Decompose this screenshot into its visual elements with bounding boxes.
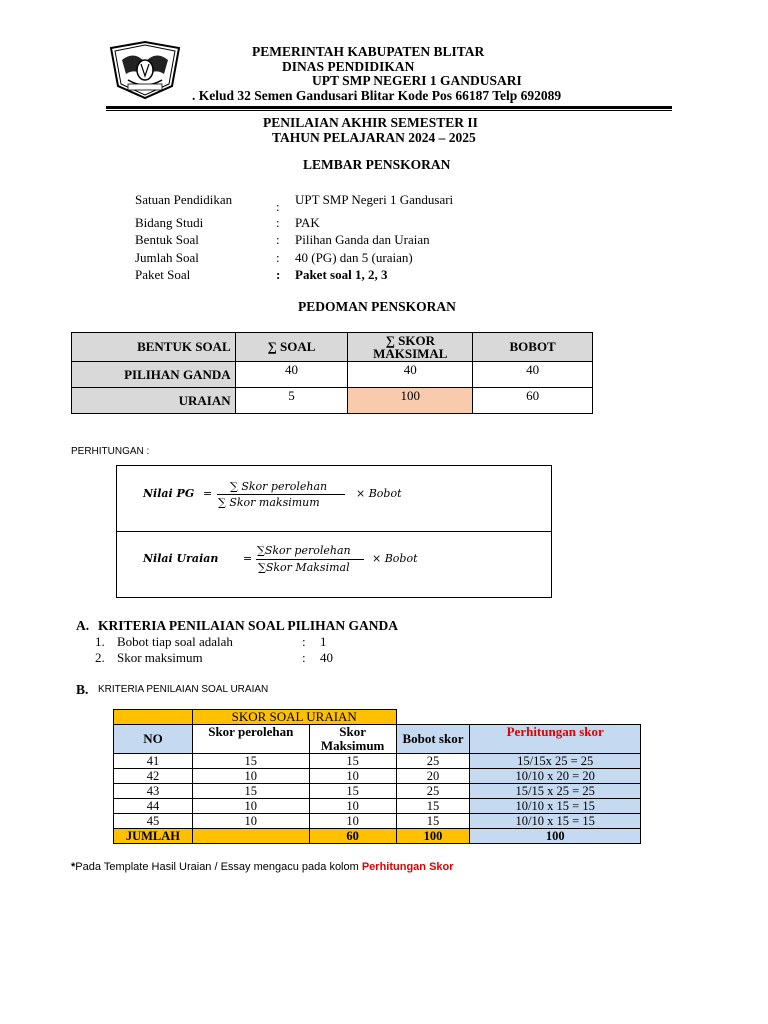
- header-line-1: PEMERINTAH KABUPATEN BLITAR: [252, 44, 485, 59]
- table-cell: 15: [192, 784, 309, 799]
- section-a-marker: A.: [76, 618, 90, 633]
- table-row: [114, 814, 641, 829]
- info-label: Bentuk Soal: [135, 232, 199, 247]
- info-sep: :: [276, 199, 280, 214]
- empty-cell: [470, 710, 641, 725]
- table-row: [114, 799, 641, 814]
- table-cell: 10/10 x 15 = 15: [470, 799, 641, 814]
- total-cell: 100: [470, 829, 641, 844]
- formula-uraian-rhs: × Bobot: [372, 552, 418, 565]
- table-header-row: [114, 725, 641, 754]
- table-cell: 25: [396, 754, 470, 769]
- section-b-marker: B.: [76, 682, 89, 697]
- table-cell: 60: [473, 388, 593, 414]
- table-row: [114, 784, 641, 799]
- sheet-title: LEMBAR PENSKORAN: [303, 157, 451, 172]
- list-label: Skor maksimum: [117, 650, 203, 665]
- table-cell: 15: [309, 754, 396, 769]
- section-b-title: KRITERIA PENILAIAN SOAL URAIAN: [98, 684, 269, 695]
- table-cell: 40: [235, 362, 348, 388]
- info-label: Bidang Studi: [135, 215, 204, 230]
- total-cell: 60: [309, 829, 396, 844]
- table-cell: 15: [396, 799, 470, 814]
- footnote-highlight: Perhitungan Skor: [361, 861, 454, 873]
- table-cell: 20: [396, 769, 470, 784]
- table-cell: 10: [309, 814, 396, 829]
- table-cell: 15: [396, 814, 470, 829]
- table-row: [114, 754, 641, 769]
- section-a-title: KRITERIA PENILAIAN SOAL PILIHAN GANDA: [98, 618, 399, 633]
- header-line-3: UPT SMP NEGERI 1 GANDUSARI: [312, 73, 522, 88]
- uraian-score-table: [113, 709, 641, 844]
- perhitungan-label: PERHITUNGAN :: [71, 446, 150, 457]
- table-row: [114, 769, 641, 784]
- list-value: 40: [320, 650, 333, 665]
- table-cell: 41: [114, 754, 193, 769]
- regency-logo: [106, 40, 184, 102]
- list-number: 2.: [95, 650, 105, 665]
- table-cell: 10: [309, 799, 396, 814]
- footnote-text: Pada Template Hasil Uraian / Essay mengacu pada kolom: [75, 861, 362, 873]
- row-label: URAIAN: [72, 388, 236, 414]
- table-header-row: [114, 710, 641, 725]
- list-label: Bobot tiap soal adalah: [117, 634, 233, 649]
- formula-equals: =: [203, 487, 213, 500]
- pedoman-title: PEDOMAN PENSKORAN: [298, 299, 456, 314]
- table-cell: 10: [192, 799, 309, 814]
- formula-pg-lhs: Nilai PG: [143, 487, 195, 500]
- list-sep: :: [302, 650, 306, 665]
- list-value: 1: [320, 634, 327, 649]
- info-sep: :: [276, 250, 280, 265]
- header-cell: Bobot skor: [396, 725, 470, 754]
- footnote-asterisk: *: [71, 861, 76, 873]
- table-cell: 40: [348, 362, 473, 388]
- list-sep: :: [302, 634, 306, 649]
- fraction-bar: [256, 559, 364, 560]
- formula-pg-numerator: ∑ Skor perolehan: [230, 480, 328, 493]
- formula-equals: =: [243, 552, 253, 565]
- table-row: [72, 388, 593, 414]
- table-cell: 10/10 x 20 = 20: [470, 769, 641, 784]
- table-cell: 43: [114, 784, 193, 799]
- info-label: Paket Soal: [135, 267, 191, 282]
- exam-title: PENILAIAN AKHIR SEMESTER II: [263, 115, 478, 130]
- header-cell: Perhitungan skor: [470, 725, 641, 754]
- table-cell: 15/15 x 25 = 25: [470, 784, 641, 799]
- info-label: Jumlah Soal: [135, 250, 199, 265]
- table-cell: 10: [192, 814, 309, 829]
- table-cell-highlight: 100: [348, 388, 473, 414]
- table-cell: 5: [235, 388, 348, 414]
- academic-year: TAHUN PELAJARAN 2024 – 2025: [272, 130, 476, 145]
- header-line-2: DINAS PENDIDIKAN: [282, 59, 415, 74]
- total-cell: 100: [396, 829, 470, 844]
- info-value: 40 (PG) dan 5 (uraian): [295, 250, 413, 265]
- header-cell: ∑ SKOR MAKSIMAL: [348, 333, 473, 362]
- info-sep: :: [276, 267, 281, 282]
- list-number: 1.: [95, 634, 105, 649]
- table-cell: 25: [396, 784, 470, 799]
- header-cell: Skor Maksimum: [309, 725, 396, 754]
- info-value: Paket soal 1, 2, 3: [295, 267, 388, 282]
- info-value: PAK: [295, 215, 320, 230]
- footnote: [71, 861, 454, 873]
- header-rule-thin: [106, 110, 672, 111]
- info-value: UPT SMP Negeri 1 Gandusari: [295, 192, 454, 207]
- formula-uraian-denominator: ∑Skor Maksimal: [258, 561, 350, 574]
- table-cell: 42: [114, 769, 193, 784]
- info-sep: :: [276, 215, 280, 230]
- total-label: JUMLAH: [114, 829, 193, 844]
- info-value: Pilihan Ganda dan Uraian: [295, 232, 430, 247]
- table-cell: 15: [192, 754, 309, 769]
- table-cell: 15/15x 25 = 25: [470, 754, 641, 769]
- header-cell: [114, 710, 193, 725]
- table-header-row: [72, 333, 593, 362]
- formula-pg-rhs: × Bobot: [356, 487, 402, 500]
- table-cell: 10: [309, 769, 396, 784]
- formula-divider: [116, 531, 552, 532]
- group-header: SKOR SOAL URAIAN: [192, 710, 396, 725]
- fraction-bar: [217, 494, 345, 495]
- row-label: PILIHAN GANDA: [72, 362, 236, 388]
- formula-pg-denominator: ∑ Skor maksimum: [218, 496, 320, 509]
- formula-uraian-numerator: ∑Skor perolehan: [257, 544, 351, 557]
- empty-cell: [396, 710, 470, 725]
- table-cell: 10: [192, 769, 309, 784]
- header-cell: NO: [114, 725, 193, 754]
- pedoman-table: [71, 332, 593, 414]
- table-cell: 40: [473, 362, 593, 388]
- header-address: . Kelud 32 Semen Gandusari Blitar Kode Pos 66187 Telp 692089: [192, 88, 562, 103]
- header-cell: Skor perolehan: [192, 725, 309, 754]
- header-cell: BOBOT: [473, 333, 593, 362]
- total-cell: [192, 829, 309, 844]
- table-cell: 45: [114, 814, 193, 829]
- info-label: Satuan Pendidikan: [135, 192, 233, 207]
- header-rule: [106, 106, 672, 109]
- header-cell: ∑ SOAL: [235, 333, 348, 362]
- table-row: [72, 362, 593, 388]
- table-cell: 10/10 x 15 = 15: [470, 814, 641, 829]
- total-row: [114, 829, 641, 844]
- info-sep: :: [276, 232, 280, 247]
- header-cell: BENTUK SOAL: [72, 333, 236, 362]
- formula-uraian-lhs: Nilai Uraian: [143, 552, 219, 565]
- table-cell: 44: [114, 799, 193, 814]
- table-cell: 15: [309, 784, 396, 799]
